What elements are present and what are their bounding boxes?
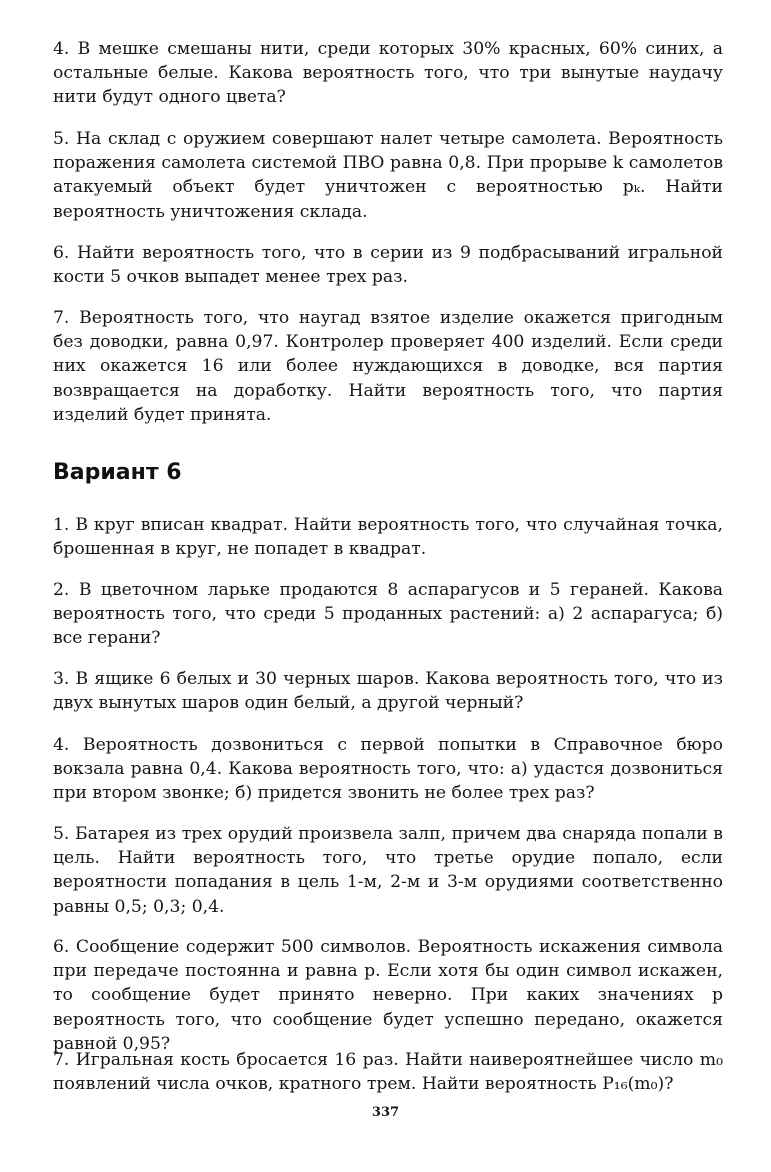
problem-6: 6. Сообщение содержит 500 символов. Вероятность искажения символа при передаче постоянна и равна p. Если хотя бы один символ искажен, то сообщение будет принято неверно. При каких значениях p вероятность того, что сообщение будет успешно передано, окажется равной 0,95? <box>53 937 723 1054</box>
problem-3: 3. В ящике 6 белых и 30 черных шаров. Какова вероятность того, что из двух вынутых шаров один белый, а другой черный? <box>53 669 723 714</box>
problem-2: 2. В цветочном ларьке продаются 8 аспарагусов и 5 гераней. Какова вероятность того, что среди 5 проданных растений: а) 2 аспарагуса; б) все герани? <box>53 580 723 649</box>
variant-heading: Вариант 6 <box>53 460 182 485</box>
problem-7: 7. Игральная кость бросается 16 раз. Найти наивероятнейшее число m₀ появлений числа очков, кратного трем. Найти вероятность P₁₆(m₀)? <box>53 1050 723 1095</box>
problem-5: 5. Батарея из трех орудий произвела залп, причем два снаряда попали в цель. Найти вероятность того, что третье орудие попало, если вероятности попадания в цель 1-м, 2-м и 3-м орудиями соответственно равны 0,5; 0,3; 0,4. <box>53 824 723 917</box>
problem-prev-6: 6. Найти вероятность того, что в серии из 9 подбрасываний игральной кости 5 очков выпадет менее трех раз. <box>53 243 723 288</box>
problem-1: 1. В круг вписан квадрат. Найти вероятность того, что случайная точка, брошенная в круг, не попадет в квадрат. <box>53 515 723 560</box>
page-number: 337 <box>371 1105 400 1120</box>
problem-prev-4: 4. В мешке смешаны нити, среди которых 30% красных, 60% синих, а остальные белые. Какова вероятность того, что три вынутые наудачу нити будут одного цвета? <box>53 39 723 108</box>
problem-prev-7: 7. Вероятность того, что наугад взятое изделие окажется пригодным без доводки, равна 0,97. Контролер проверяет 400 изделий. Если среди них окажется 16 или более нуждающихся в доводке, вся партия возвращается на доработку. Найти вероятность того, что партия изделий будет принята. <box>53 308 723 425</box>
problem-4: 4. Вероятность дозвониться с первой попытки в Справочное бюро вокзала равна 0,4. Какова вероятность того, что: а) удастся дозвониться при втором звонке; б) придется звонить не более трех раз? <box>53 735 723 804</box>
problem-prev-5: 5. На склад с оружием совершают налет четыре самолета. Вероятность поражения самолета системой ПВО равна 0,8. При прорыве k самолетов атакуемый объект будет уничтожен с вероятностью pₖ. Найти вероятность уничтожения склада. <box>53 129 723 222</box>
